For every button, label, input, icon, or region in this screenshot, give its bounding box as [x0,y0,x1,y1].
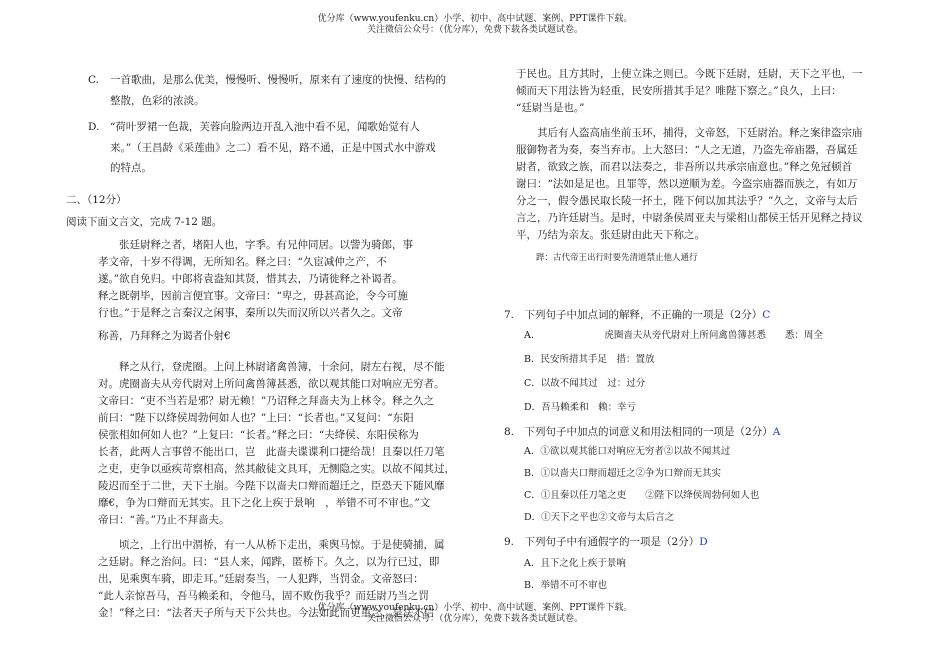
q8-choice-d: D．①天下之平也②文帝与太后言之 [524,512,675,523]
passage-para-1 [66,237,476,322]
question-8 [504,423,884,441]
question-8-text: 8. 下列句子中加点的词意义和用法相同的一项是（2分） [504,426,773,438]
q9-choice-b: B．举错不可不审也 [524,580,607,591]
passage-line: “此人亲惊吾马，吾马赖柔和，令他马，固不败伤我乎？而廷尉乃当之罚 [98,589,429,602]
left-column [66,70,476,622]
passage-line: 分之一，假令愚民取长陵一抔土，陛下何以加其法乎？”久之，文帝与太后 [516,195,858,207]
header-line-1: 优分库（www.youfenku.cn）小学、初中、高中试题、案例、PPT课件下载。 [317,14,633,24]
passage-line: 侯张相如何如人也？”上复曰：“长者。”释之曰：“夫绛侯、东阳侯称为 [98,428,419,441]
passage-line: 谢曰：“法如是足也。且罪等，然以逆顺为差。今盗宗庙器而族之，有如万 [516,178,858,190]
passage-line: 遂。”欲自免归。中郎将袁盎知其贤，惜其去，乃请徙释之补谒者。 [98,272,403,285]
q9-choice-a: A．且下之化上疾于景响 [524,558,626,569]
passage-line: 靡€，争为口辩而无其实。且下之化上疾于景响 ，举错不可不审也。”文 [98,496,431,509]
question-9-answer: D [699,536,708,548]
option-d-line: “荷叶罗裙一色裁，芙蓉向脸两边开乱入池中看不见，闻歌始觉有人 [110,121,420,133]
instruction: 阅读下面文言文，完成 7-12 题。 [66,215,223,228]
passage-line: 释之既朝毕，因前言便宜事。文帝曰：“卑之，毋甚高论，令今可施 [98,289,408,302]
passage-line: 文帝曰：“吏不当若是邪？尉无赖！”乃诏释之拜啬夫为上林令。释之久之 [98,394,435,407]
option-c-line: 整散，色彩的浓淡。 [110,94,205,107]
passage-line: 陵迟而至于二世，天下土崩。今陛下以啬夫口辩而超迁之，臣恐天下随风靡 [98,479,445,492]
footer-line-2: 关注微信公众号：（优分库），免费下载各类试题试卷。 [366,614,583,624]
q7-choice-a-label: A． [524,330,541,341]
option-d-line: 来。”（王昌龄《采莲曲》之二）看不见，路不通，正是中国式水中游戏 [110,141,436,154]
page-footer [0,603,950,625]
passage-line: 平，乃结为亲友。张廷尉由此天下称之。 [516,229,705,241]
footer-line-1: 优分库（www.youfenku.cn）小学、初中、高中试题、案例、PPT课件下载。 [317,603,633,613]
passage-line: 释之从行，登虎圈。上问上林尉诸禽兽簿，十余问，尉左右视，尽不能 [119,360,445,373]
q7-choice-d: D．吾马赖柔和 赖：幸亏 [524,402,637,413]
header-line-2: 关注微信公众号：（优分库），免费下载各类试题试卷。 [366,25,583,35]
passage-continued [484,66,884,117]
passage-line: 行也。”于是释之言秦汉之闲事，秦所以失而汉所以兴者久之。文帝 [98,306,403,319]
q8-choice-a: A．①欲以观其能口对响应无穷者②以故不闻其过 [524,446,731,457]
passage-line: 前曰：“陛下以绛侯周勃何如人也？”上曰：“长者也。”又复问：“东阳 [98,411,414,424]
passage-line: 尉者，欲致之族，而君以法奏之，非吾所以共承宗庙意也。”释之免冠顿首 [516,161,853,173]
passage-line: 服御物者为奏，奏当弃市。上大怒曰：“人之无道，乃盗先帝庙器，吾属廷 [516,144,858,156]
passage-line: 张廷尉释之者，堵阳人也，字季。有兄仲同居。以訾为骑郎，事 [119,238,413,251]
passage-para-2 [66,359,476,529]
passage-para-1-end: 称善，乃拜释之为谒者仆射€ [98,329,231,342]
passage-para-4 [484,125,884,244]
q7-choice-a-text: 虎圈啬夫从旁代尉对上所问禽兽簿甚悉 悉：周全 [604,330,823,341]
option-d [66,117,476,179]
passage-line: 于民也。且方其时，上使立诛之则已。今既下廷尉，廷尉，天下之平也，一 [516,68,863,80]
passage-line: 其后有人盗高庙坐前玉环，捕得，文帝怒，下廷尉治。释之案律盗宗庙 [537,127,863,139]
q7-choice-a [524,329,884,343]
passage-line: 帝曰：“善。”乃止不拜啬夫。 [98,513,230,526]
footnote: 跸：古代帝王出行时要先清道禁止他人通行 [536,253,698,263]
section-title: 二、（12分） [66,193,127,206]
page-header [0,14,950,36]
option-c [66,70,476,111]
q7-choice-b: B．民安所措其手足 措：置放 [524,354,655,365]
question-7-answer: C [762,309,771,321]
passage-line: 出，见乘舆车骑，即走耳。”廷尉奏当，一人犯跸，当罚金。文帝怒曰： [98,572,424,585]
question-7-text: 7. 下列句子中加点词的解释，不正确的一项是（2分） [504,309,763,321]
option-c-line: 一首歌曲，是那么优美，慢慢听、慢慢听，原来有了速度的快慢、结构的 [110,74,446,86]
option-d-line: 的特点。 [110,162,152,174]
option-d-label: D. [88,121,100,133]
passage-line: 倾而天下用法皆为轻重，民安所措其手足？唯陛下察之。”良久，上曰： [516,85,842,97]
option-c-label: C. [88,74,99,86]
q8-choice-c: C．①且秦以任刀笔之吏 ②陛下以绛侯周勃何如人也 [524,490,760,501]
passage-line: 言之，乃许廷尉当。是时，中尉条侯周亚夫与梁相山都侯王恬开见释之持议 [516,212,863,224]
passage-line: 顷之，上行出中渭桥，有一人从桥下走出，乘舆马惊。于是使骑捕，属 [119,538,445,551]
q7-choice-c: C．以故不闻其过 过：过分 [524,378,646,389]
q8-choice-b: B．①以啬夫口辩而超迁之②争为口辩而无其实 [524,468,721,479]
passage-line: 之廷尉。释之治问。曰：“县人来，闻跸，匿桥下。久之，以为行已过，即 [98,555,440,568]
question-7 [504,306,884,324]
passage-line: 对。虎圈啬夫从旁代尉对上所问禽兽簿甚悉，欲以观其能口对响应无穷者。 [98,377,445,390]
passage-line: “廷尉当是也。” [516,102,585,114]
question-8-answer: A [772,426,781,438]
passage-line: 金！”释之曰：“法者天子所与天下公共也。今法如此而更重之，是法不信 [98,606,435,619]
question-9 [504,533,884,551]
right-column [484,66,884,593]
question-9-text: 9. 下列句子中有通假字的一项是（2分） [504,536,700,548]
passage-line: 长者，此两人言事曾不能出口，岂 此啬夫谍谍利口捷给哉！且秦以任刀笔 [98,445,445,458]
passage-line: 之吏，吏争以亟疾苛察相高，然其敝徒文具耳，无恻隐之实。以故不闻其过， [98,462,455,475]
passage-line: 孝文帝，十岁不得调，无所知名。释之曰：“久宦减仲之产，不 [98,255,387,268]
